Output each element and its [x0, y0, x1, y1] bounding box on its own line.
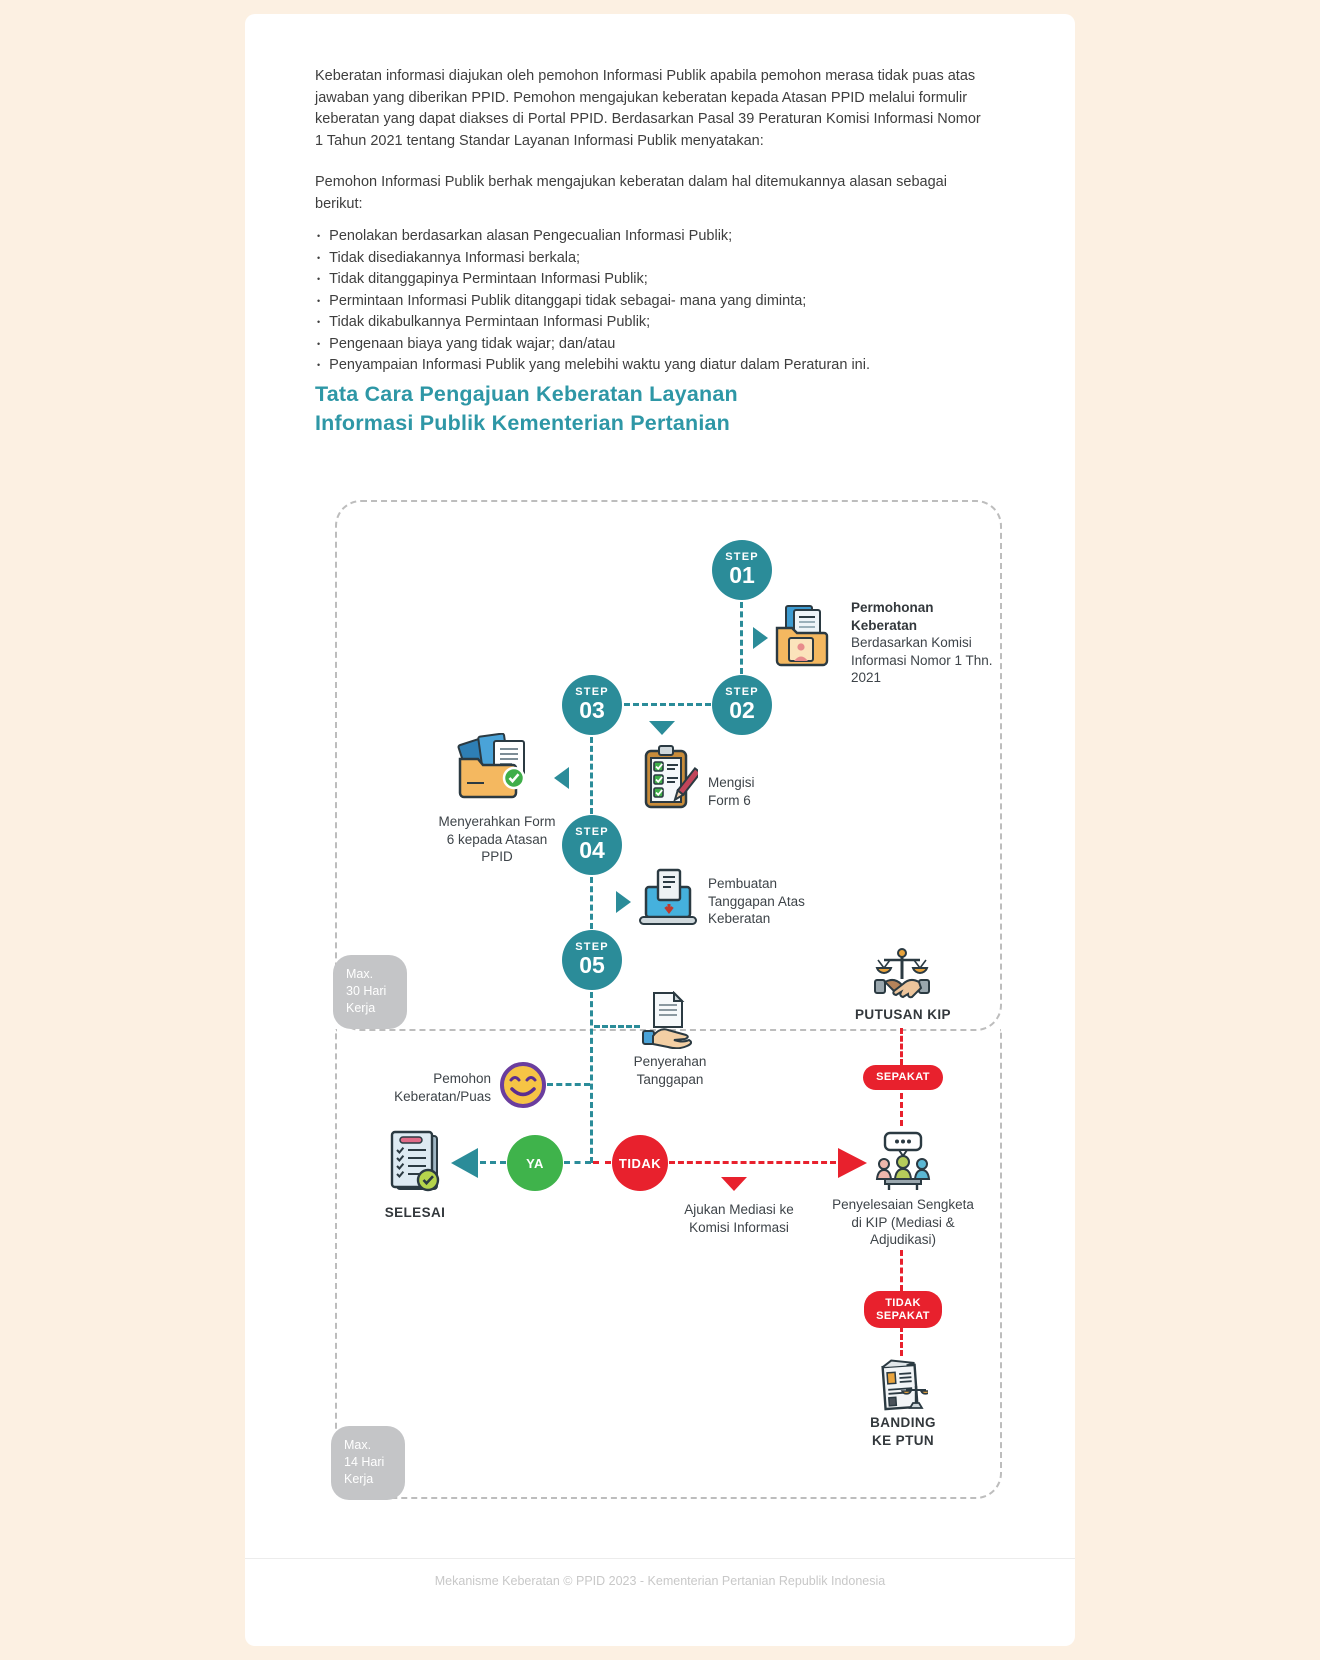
sepakat-pill	[863, 1065, 943, 1090]
list-item: • Tidak disediakannya Informasi berkala;	[317, 248, 997, 270]
intro-paragraph: Keberatan informasi diajukan oleh pemohon Informasi Publik apabila pemohon merasa tidak puas atas jawaban yang diberikan PPID. Pemohon mengajukan keberatan kepada Atasan PPID melalui formulir keberatan yang dapat diakses di Portal PPID. Berdasarkan Pasal 39 Peraturan Komisi Informasi Nomor 1 Tahun 2021 tentang Standar Layanan Informasi Publik menyatakan:	[315, 68, 981, 149]
connector-tidaksepakat-banding	[900, 1326, 903, 1356]
list-item: • Penyampaian Informasi Publik yang melebihi waktu yang diatur dalam Peraturan ini.	[317, 355, 997, 377]
connector-putusan-sepakat	[900, 1028, 903, 1065]
connector-pemohon	[547, 1083, 590, 1086]
step-word: STEP	[575, 941, 609, 953]
tidak-sepakat-pill	[864, 1291, 942, 1328]
footer-divider	[245, 1558, 1075, 1559]
badge-line: 30 Hari	[346, 984, 387, 998]
arrow-down-icon	[649, 721, 675, 735]
connector-sepakat-penyelesaian	[900, 1093, 903, 1126]
pemohon-puas-label: Pemohon Keberatan/Puas	[394, 1071, 491, 1104]
document-hand-icon	[642, 991, 692, 1049]
ya-label: YA	[526, 1155, 544, 1171]
penyerahan-tanggapan-label: Penyerahan Tanggapan	[633, 1054, 707, 1087]
badge-line: Kerja	[346, 1001, 376, 1015]
scales-handshake-icon	[874, 947, 930, 1005]
tidak-sepakat-label: TIDAK SEPAKAT	[876, 1297, 930, 1322]
folder-documents-icon	[774, 604, 832, 668]
list-item: • Tidak dikabulkannya Permintaan Informasi Publik;	[317, 312, 997, 334]
document-scales-icon	[876, 1358, 928, 1412]
connector-junction-tidak	[593, 1161, 611, 1164]
connector-ya-junction	[564, 1161, 591, 1164]
arrow-right-mediasi-icon	[838, 1148, 867, 1178]
duration-badge-30	[333, 955, 407, 1029]
menyerahkan-form-label: Menyerahkan Form 6 kepada Atasan PPID	[438, 814, 556, 864]
list-item: • Penolakan berdasarkan alasan Pengecualian Informasi Publik;	[317, 226, 997, 248]
footer-credit: Mekanisme Keberatan © PPID 2023 - Kementerian Pertanian Republik Indonesia	[434, 1574, 886, 1588]
ajukan-mediasi-label: Ajukan Mediasi ke Komisi Informasi	[684, 1202, 794, 1235]
page-title: Tata Cara Pengajuan Keberatan Layanan Informasi Publik Kementerian Pertanian	[315, 382, 738, 435]
arrow-right-icon	[753, 627, 768, 649]
list-item: • Permintaan Informasi Publik ditanggapi tidak sebagai- mana yang diminta;	[317, 291, 997, 313]
step-word: STEP	[725, 686, 759, 698]
badge-line: Max.	[344, 1438, 372, 1452]
connector-ya-selesai	[480, 1161, 506, 1164]
tidak-label: TIDAK	[618, 1155, 662, 1171]
connector-step4-step5	[590, 877, 593, 929]
connector-tidak-kip	[669, 1161, 836, 1164]
tidak-circle	[612, 1135, 668, 1191]
connector-penyerahan	[594, 1025, 640, 1028]
sepakat-label: SEPAKAT	[876, 1071, 930, 1083]
mediation-meeting-icon	[873, 1131, 933, 1193]
ya-circle	[507, 1135, 563, 1191]
step-02-circle	[712, 675, 772, 735]
permohonan-label	[851, 599, 1003, 687]
permohonan-desc: Berdasarkan Komisi Informasi Nomor 1 Thn. 2021	[851, 635, 993, 685]
step-number: 02	[729, 697, 755, 723]
permohonan-title: Permohonan Keberatan	[851, 600, 934, 633]
step-number: 04	[579, 837, 605, 863]
step-word: STEP	[575, 686, 609, 698]
connector-penyelesaian-tidaksepakat	[900, 1250, 903, 1291]
laptop-document-icon	[638, 867, 698, 927]
step-04-circle	[562, 815, 622, 875]
step-number: 03	[579, 697, 605, 723]
mengisi-form-label: Mengisi Form 6	[708, 775, 755, 808]
connector-step2-step3	[624, 703, 711, 706]
step-01-circle	[712, 540, 772, 600]
step-word: STEP	[575, 826, 609, 838]
step-03-circle	[562, 675, 622, 735]
arrow-left-selesai-icon	[451, 1148, 478, 1178]
arrow-left-icon	[554, 767, 569, 789]
content-card	[245, 14, 1075, 1646]
smiley-face-icon	[498, 1060, 548, 1110]
step-word: STEP	[725, 551, 759, 563]
badge-line: Max.	[346, 967, 374, 981]
reason-list	[317, 226, 997, 377]
step-number: 01	[729, 562, 755, 588]
penyelesaian-sengketa-label: Penyelesaian Sengketa di KIP (Mediasi & Adjudikasi)	[832, 1197, 974, 1247]
arrow-down-mediasi-icon	[721, 1177, 747, 1191]
badge-line: 14 Hari	[344, 1455, 385, 1469]
putusan-kip-label: PUTUSAN KIP	[855, 1007, 951, 1022]
intro-paragraph-2: Pemohon Informasi Publik berhak mengajukan keberatan dalam hal ditemukannya alasan sebagai berikut:	[315, 174, 947, 212]
banding-ptun-label: BANDING KE PTUN	[870, 1415, 936, 1448]
list-item: • Tidak ditanggapinya Permintaan Informasi Publik;	[317, 269, 997, 291]
pembuatan-tanggapan-label: Pembuatan Tanggapan Atas Keberatan	[708, 876, 805, 926]
arrow-right-icon	[616, 891, 631, 913]
checklist-done-icon	[386, 1130, 444, 1196]
step-number: 05	[579, 952, 605, 978]
badge-line: Kerja	[344, 1472, 374, 1486]
step-05-circle	[562, 930, 622, 990]
clipboard-checklist-icon	[642, 744, 698, 810]
duration-badge-14	[331, 1426, 405, 1500]
list-item: • Pengenaan biaya yang tidak wajar; dan/atau	[317, 334, 997, 356]
connector-step5-decision	[590, 992, 593, 1163]
connector-step3-step4	[590, 737, 593, 814]
connector-step1-step2	[740, 602, 743, 674]
selesai-label: SELESAI	[384, 1205, 446, 1220]
folder-check-icon	[454, 733, 532, 801]
